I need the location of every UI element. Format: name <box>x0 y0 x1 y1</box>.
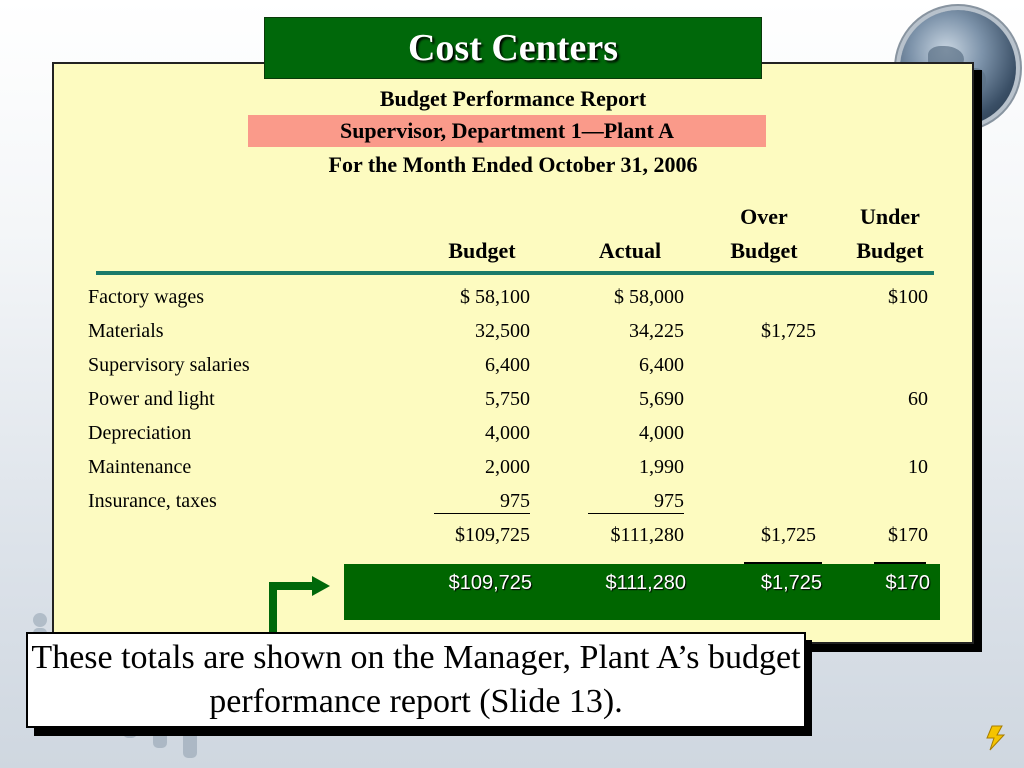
arrow-connector-horizontal <box>269 582 313 590</box>
cell-budget: 2,000 <box>485 456 530 478</box>
report-period: For the Month Ended October 31, 2006 <box>328 152 698 177</box>
highlight-total-under: $170 <box>885 572 930 594</box>
cell-budget: 32,500 <box>475 320 530 342</box>
cell-budget: $ 58,100 <box>460 286 530 308</box>
slide-title-box <box>264 17 762 79</box>
cell-budget: 6,400 <box>485 354 530 376</box>
cell-actual: 34,225 <box>629 320 684 342</box>
total-budget: $109,725 <box>455 524 530 546</box>
callout-text: These totals are shown on the Manager, Plant A’s budget performance report (Slide 13). <box>31 639 801 720</box>
cell-actual: 1,990 <box>639 456 684 478</box>
total-actual: $111,280 <box>610 524 684 546</box>
cell-actual: 6,400 <box>639 354 684 376</box>
row-label: Factory wages <box>88 286 205 308</box>
row-label: Materials <box>88 320 164 342</box>
col-header-actual: Actual <box>598 238 662 263</box>
cell-under: $100 <box>888 286 928 308</box>
report-subtitle: Supervisor, Department 1—Plant A <box>248 115 766 147</box>
totals-highlight-bar <box>344 564 940 620</box>
highlight-total-actual: $111,280 <box>605 572 686 594</box>
report-panel <box>52 62 974 644</box>
cell-actual: $ 58,000 <box>614 286 684 308</box>
cell-budget: 975 <box>434 490 530 514</box>
col-header-under-1: Under <box>860 204 920 229</box>
arrow-right-icon <box>312 576 330 596</box>
row-label: Insurance, taxes <box>88 490 217 512</box>
cell-budget: 4,000 <box>485 422 530 444</box>
row-label: Maintenance <box>88 456 192 478</box>
highlight-total-over: $1,725 <box>760 572 822 594</box>
col-header-under-2: Budget <box>856 238 924 263</box>
total-over: $1,725 <box>761 524 816 546</box>
col-header-budget: Budget <box>448 238 516 263</box>
row-label: Depreciation <box>88 422 192 444</box>
callout-box <box>26 632 806 728</box>
report-title: Budget Performance Report <box>379 86 647 111</box>
cell-actual: 5,690 <box>639 388 684 410</box>
col-header-over-2: Budget <box>730 238 798 263</box>
cell-over: $1,725 <box>761 320 816 342</box>
cell-under: 60 <box>908 388 928 410</box>
total-rule-under <box>874 562 926 564</box>
col-header-over-1: Over <box>740 204 788 229</box>
cell-under: 10 <box>908 456 928 478</box>
cell-actual: 4,000 <box>639 422 684 444</box>
highlight-total-budget: $109,725 <box>448 572 532 594</box>
header-rule <box>96 271 934 275</box>
lightning-bolt-icon <box>982 724 1010 752</box>
cell-actual: 975 <box>588 490 684 514</box>
row-label: Supervisory salaries <box>88 354 250 376</box>
row-label: Power and light <box>88 388 215 410</box>
slide-title: Cost Centers <box>407 27 618 69</box>
cell-budget: 5,750 <box>485 388 530 410</box>
total-rule-over <box>744 562 822 564</box>
total-under: $170 <box>888 524 928 546</box>
